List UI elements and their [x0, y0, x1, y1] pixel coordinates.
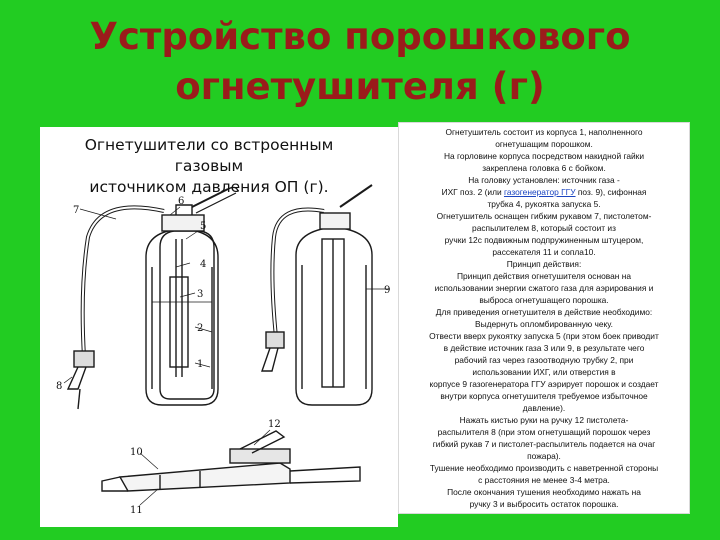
description-line: закреплена головка 6 с бойком.	[482, 163, 606, 174]
label-7: 7	[73, 205, 80, 216]
description-line: использовании ИХГ, или отверстия в	[472, 367, 616, 378]
description-line: Принцип действия:	[506, 259, 582, 270]
figure-caption	[48, 135, 370, 198]
label-9: 9	[384, 285, 391, 296]
label-12: 12	[268, 419, 281, 430]
description-line: Отвести вверх рукоятку запуска 5 (при этом боек приводит	[429, 331, 659, 342]
left-extinguisher	[68, 187, 238, 409]
description-line: Принцип действия огнетушителя основан на	[456, 271, 632, 282]
gas-generator-link[interactable]: газогенератор ГГУ	[503, 187, 576, 198]
figure-caption-line-2: газовым	[174, 157, 244, 175]
description-line: ручку 3 и выбросить остаток порошка.	[469, 499, 619, 510]
description-text	[403, 126, 685, 511]
description-line: На горловине корпуса посредством накидной гайки	[443, 151, 645, 162]
description-line: Нажать кистью руки на ручку 12 пистолета-	[459, 415, 629, 426]
description-line: рассекателя 11 и сопла10.	[492, 247, 596, 258]
label-3: 3	[197, 289, 204, 300]
label-6: 6	[178, 196, 185, 207]
description-line: Тушение необходимо производить с наветренной стороны	[429, 463, 659, 474]
label-2: 2	[197, 323, 204, 334]
slide-title-line-2: огнетушителя (г)	[175, 65, 545, 108]
label-10: 10	[130, 447, 143, 458]
description-line: рабочий газ через газоотводную трубку 2, при	[454, 355, 634, 366]
description-line: пожара).	[527, 451, 561, 462]
description-line: На головку установлен: источник газа -	[468, 175, 620, 186]
slide-title-line-1: Устройство порошкового	[89, 15, 631, 58]
description-line: распылителя 8 (при этом огнетушащий порошок через	[437, 427, 651, 438]
label-1: 1	[197, 359, 204, 370]
description-line: с расстояния не менее 3-4 метра.	[478, 475, 610, 486]
description-line: корпусе 9 газогенератора ГГУ аэрирует порошок и создает	[429, 379, 659, 390]
description-line: гибкий рукав 7 и пистолет-распылитель подается на очаг	[432, 439, 656, 450]
description-line: Огнетушитель состоит из корпуса 1, наполненного	[445, 127, 643, 137]
description-line: выброса огнетушащего порошка.	[479, 295, 609, 306]
right-extinguisher	[262, 185, 390, 405]
description-line: использовании энергии сжатого газа для аэрирования и	[434, 283, 654, 294]
description-line: После окончания тушения необходимо нажать на	[447, 487, 641, 498]
description-line: ручки 12с подвижным подпружиненным штуцером,	[444, 235, 644, 246]
label-8: 8	[56, 381, 63, 392]
description-line: в действие источник газа 3 или 9, в результате чего	[443, 343, 645, 354]
label-4: 4	[200, 259, 207, 270]
figure-caption-line-1: Огнетушители со встроенным	[84, 136, 334, 154]
label-11: 11	[130, 505, 143, 516]
description-line: Для приведения огнетушителя в действие необходимо:	[435, 307, 653, 318]
description-line: внутри корпуса огнетушителя требуемое избыточное	[440, 391, 648, 402]
label-5: 5	[200, 221, 207, 232]
description-line: трубка 4, рукоятка запуска 5.	[487, 199, 601, 210]
description-line-with-link	[403, 186, 685, 198]
description-line: давление).	[522, 403, 566, 414]
figure-caption-line-3: источником давления ОП (г).	[89, 178, 329, 196]
description-line: распылителем 8, который состоит из	[472, 223, 616, 234]
description-fragment: ИХГ поз. 2 (или	[441, 187, 504, 198]
description-line: Выдернуть опломбированную чеку.	[475, 319, 613, 330]
slide-title	[0, 12, 720, 112]
description-line: Огнетушитель оснащен гибким рукавом 7, пистолетом-	[436, 211, 652, 222]
pistol-sprayer	[102, 431, 360, 491]
description-line: огнетушащим порошком.	[495, 139, 593, 150]
description-fragment: поз. 9), сифонная	[575, 187, 647, 198]
